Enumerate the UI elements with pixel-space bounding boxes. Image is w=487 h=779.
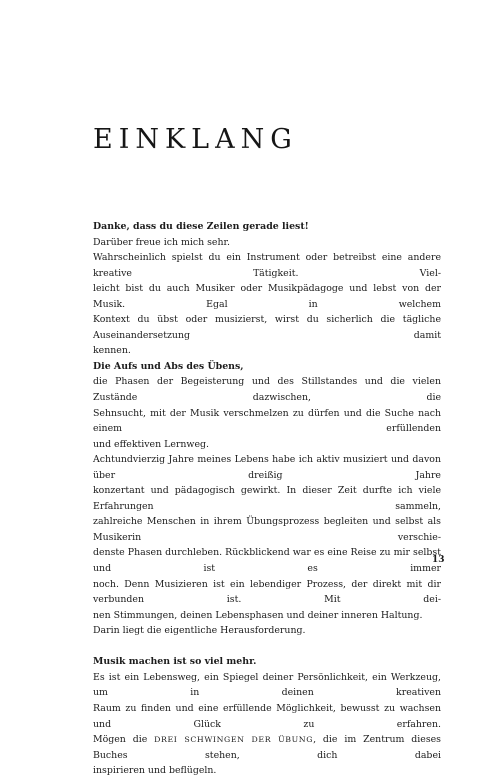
text-line: nen Stimmungen, deinen Lebensphasen und deiner inneren Haltung. (93, 609, 423, 621)
text-line: konzertant und pädagogisch gewirkt. In dieser Zeit durfte ich viele Erfahrungen sammeln, (93, 485, 441, 512)
smallcaps-phrase: DREI SCHWINGEN DER ÜBUNG (154, 735, 314, 745)
text-line: kennen. (93, 345, 131, 357)
text-line: und effektiven Lernweg. (93, 438, 209, 450)
text-line: Raum zu finden und eine erfüllende Möglichkeit, bewusst zu wachsen und Glück zu erfahren. (93, 702, 441, 730)
text-line: Achtundvierzig Jahre meines Lebens habe ich aktiv musiziert und davon über dreißig Jahre (93, 454, 441, 481)
text-line: Es ist ein Lebensweg, ein Spiegel deiner Persönlichkeit, ein Werkzeug, um in deinen kreativen (93, 671, 441, 699)
text-line: Darüber freue ich mich sehr. (93, 236, 230, 248)
text-line: denste Phasen durchleben. Rückblickend war es eine Reise zu mir selbst und ist es immer (93, 547, 441, 575)
text-line: Kontext du übst oder musizierst, wirst du sicherlich die tägliche Auseinandersetzung damit (93, 314, 441, 341)
text-fragment: Mögen die (93, 734, 155, 746)
chapter-title: EINKLANG (93, 124, 298, 155)
paragraph-gap (93, 639, 441, 655)
text-line-with-smallcaps (93, 732, 441, 763)
page-number: 13 (432, 555, 445, 565)
text-line: leicht bist du auch Musiker oder Musikpädagoge und lebst von der Musik. Egal in welchem (93, 283, 441, 310)
heading-thanks: Danke, dass du diese Zeilen gerade liest! (93, 221, 309, 232)
heading-practice: Die Aufs und Abs des Übens, (93, 360, 244, 372)
text-line: Wahrscheinlich spielst du ein Instrument oder betreibst eine andere kreative Tätigkeit. Viel- (93, 252, 441, 279)
heading-music: Musik machen ist so viel mehr. (93, 656, 257, 668)
body-text (93, 219, 441, 779)
text-line: die Phasen der Begeisterung und des Stillstandes und die vielen Zustände dazwischen, die (93, 376, 441, 404)
text-line: Sehnsucht, mit der Musik verschmelzen zu dürfen und die Suche nach einem erfüllenden (93, 407, 441, 435)
text-line: noch. Denn Musizieren ist ein lebendiger Prozess, der direkt mit dir verbunden ist. Mit dei- (93, 578, 441, 606)
text-line: zahlreiche Menschen in ihrem Übungsprozess begleiten und selbst als Musikerin verschie- (93, 516, 441, 543)
text-line: Darin liegt die eigentliche Herausforderung. (93, 625, 306, 637)
text-line: inspirieren und beflügeln. (93, 765, 217, 777)
text-fragment: , die im Zentrum dieses Buches stehen, dich dabei (93, 734, 441, 761)
